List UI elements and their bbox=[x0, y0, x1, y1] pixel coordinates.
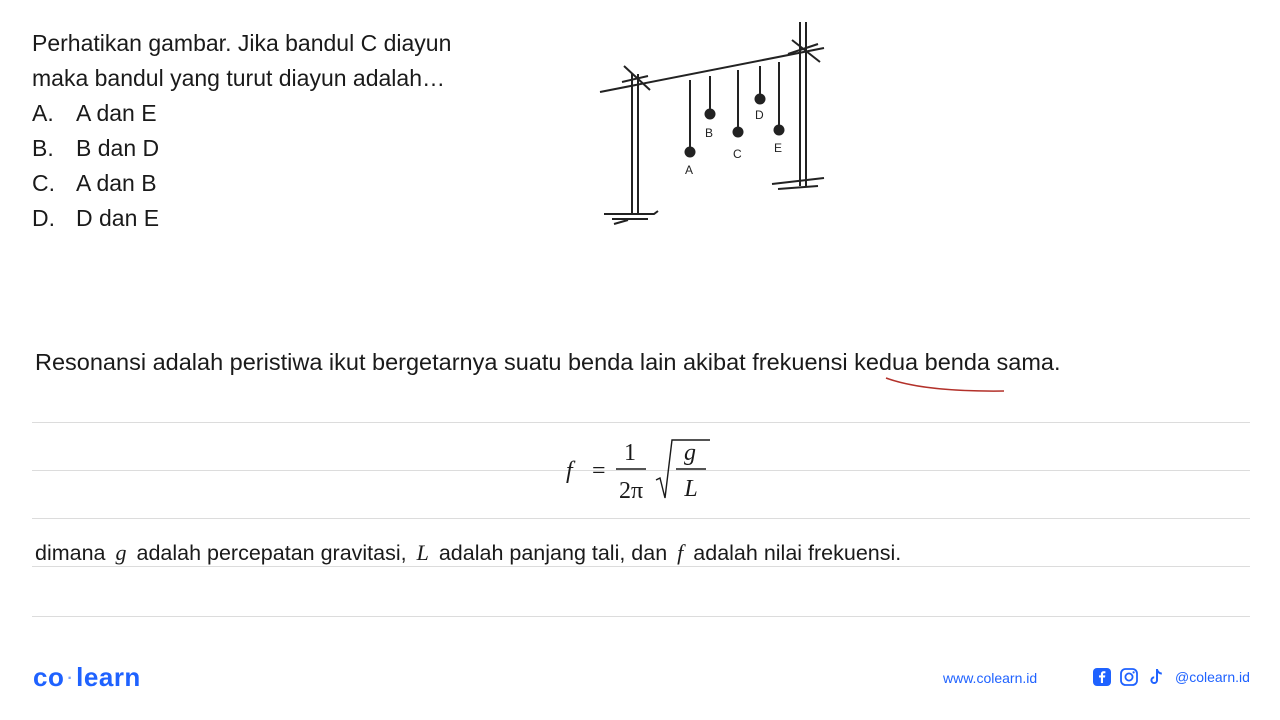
option-b[interactable]: B. B dan D bbox=[32, 135, 160, 161]
rule-line bbox=[32, 422, 1250, 423]
frequency-formula bbox=[564, 436, 714, 506]
formula-equals: = bbox=[592, 458, 606, 484]
label-d: D bbox=[755, 108, 764, 122]
tiktok-icon[interactable] bbox=[1146, 667, 1166, 687]
option-d[interactable]: D. D dan E bbox=[32, 205, 160, 231]
formula-numerator: 1 bbox=[624, 440, 636, 466]
explanation-text: Resonansi adalah peristiwa ikut bergetarnya suatu benda lain akibat frekuensi kedua benda sama. bbox=[35, 349, 1061, 375]
facebook-icon[interactable] bbox=[1092, 667, 1112, 687]
rule-line bbox=[32, 518, 1250, 519]
handwritten-underline bbox=[884, 372, 1014, 398]
label-b: B bbox=[705, 126, 714, 140]
label-c: C bbox=[733, 147, 742, 161]
pendulum-bob-c bbox=[733, 127, 744, 138]
instagram-icon[interactable] bbox=[1119, 667, 1139, 687]
formula-root-num: g bbox=[684, 440, 696, 466]
pendulum-figure bbox=[592, 14, 842, 239]
option-a[interactable]: A. A dan E bbox=[32, 100, 157, 126]
option-c[interactable]: C. A dan B bbox=[32, 170, 157, 196]
label-e: E bbox=[774, 141, 783, 155]
pendulum-bob-e bbox=[774, 125, 785, 136]
pendulum-bob-a bbox=[685, 147, 696, 158]
var-f: f bbox=[677, 540, 684, 565]
formula-root-den: L bbox=[684, 476, 698, 502]
label-a: A bbox=[685, 163, 694, 177]
var-L: L bbox=[416, 540, 429, 565]
var-g: g bbox=[115, 540, 127, 565]
question-block bbox=[32, 26, 572, 236]
social-links bbox=[1092, 667, 1250, 687]
formula-denominator: 2π bbox=[618, 478, 644, 504]
pendulum-bob-d bbox=[755, 94, 766, 105]
social-handle[interactable]: @colearn.id bbox=[1175, 669, 1250, 685]
pendulum-bob-b bbox=[705, 109, 716, 120]
colearn-logo: co · learn bbox=[33, 662, 141, 692]
website-link[interactable]: www.colearn.id bbox=[943, 670, 1038, 686]
rule-line bbox=[32, 616, 1250, 617]
question-line-2: maka bandul yang turut diayun adalah… bbox=[32, 65, 446, 91]
question-line-1: Perhatikan gambar. Jika bandul C diayun bbox=[32, 30, 452, 56]
formula-lhs: f bbox=[566, 458, 573, 484]
variable-definitions: dimana g adalah percepatan gravitasi, L adalah panjang tali, dan f adalah nilai frekuensi. bbox=[35, 540, 902, 565]
